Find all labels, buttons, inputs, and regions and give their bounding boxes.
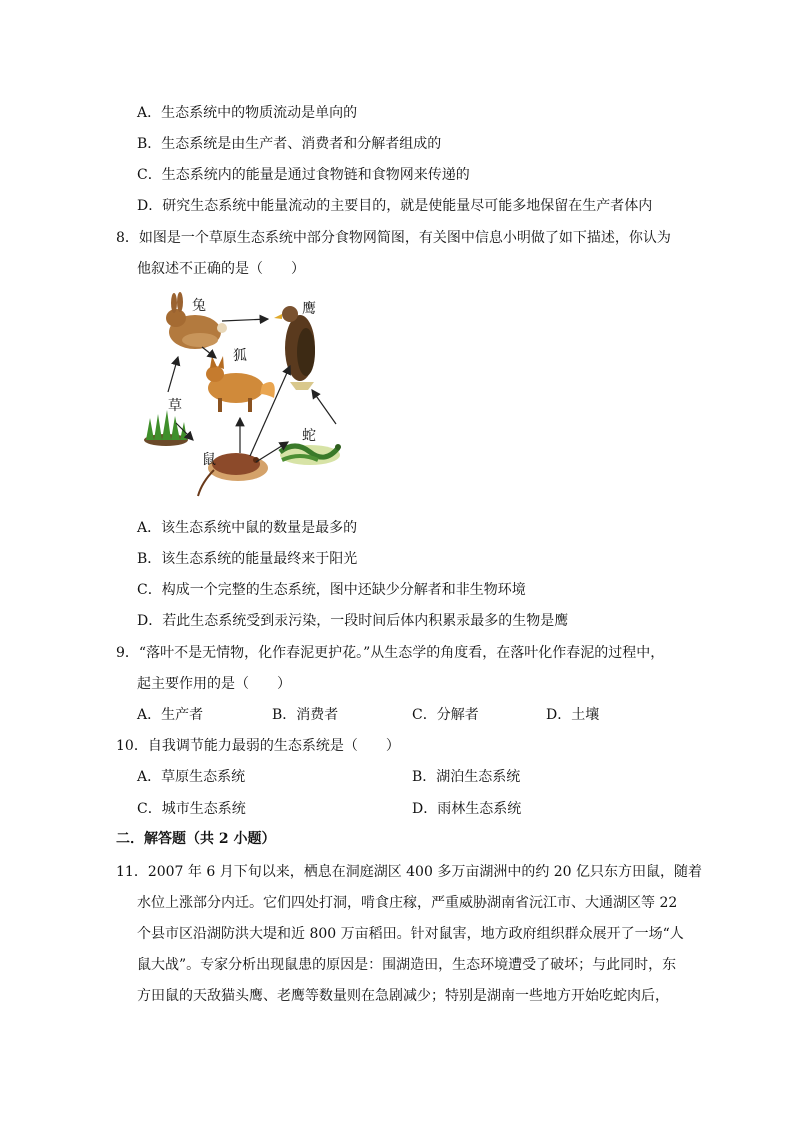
q9-option-a: A．生产者 <box>137 707 204 723</box>
q10-option-c: C．城市生态系统 <box>137 801 246 817</box>
q11-line1: 11．2007 年 6 月下旬以来，栖息在洞庭湖区 400 多万亩湖洲中的约 20 亿只东方田鼠，随着 <box>116 864 703 880</box>
q9-option-d: D．土壤 <box>546 707 600 723</box>
arrow-snake-to-eagle <box>312 390 336 424</box>
diagram-label-fox: 狐 <box>233 348 247 364</box>
q9-option-b: B．消费者 <box>272 707 339 723</box>
q9-stem-line2: 起主要作用的是（ ） <box>137 676 291 692</box>
q11-line3: 个县市区沿湖防洪大堤和近 800 万亩稻田。针对鼠害，地方政府组织群众展开了一场“人 <box>137 926 684 942</box>
q11-line5: 方田鼠的天敌猫头鹰、老鹰等数量则在急剧减少；特别是湖南一些地方开始吃蛇肉后， <box>137 988 669 1004</box>
eagle-image <box>274 306 315 390</box>
diagram-label-eagle: 鹰 <box>302 301 316 317</box>
diagram-label-rabbit: 兔 <box>192 298 206 314</box>
q10-option-b: B．湖泊生态系统 <box>412 769 521 785</box>
q7-option-b: B．生态系统是由生产者、消费者和分解者组成的 <box>137 136 442 152</box>
arrow-rabbit-to-eagle <box>222 319 268 321</box>
q11-line2: 水位上涨部分内迁。它们四处打洞，啃食庄稼，严重威胁湖南省沅江市、大通湖区等 22 <box>137 895 678 911</box>
diagram-label-mouse: 鼠 <box>202 452 216 468</box>
q8-stem-line2: 他叙述不正确的是（ ） <box>137 261 305 277</box>
arrow-grass-to-rabbit <box>168 357 178 392</box>
q10-stem: 10．自我调节能力最弱的生态系统是（ ） <box>116 738 400 754</box>
q8-option-c: C．构成一个完整的生态系统，图中还缺少分解者和非生物环境 <box>137 582 526 598</box>
diagram-label-snake: 蛇 <box>302 428 316 444</box>
q8-option-b: B．该生态系统的能量最终来于阳光 <box>137 551 358 567</box>
diagram-label-grass: 草 <box>168 398 182 414</box>
snake-image <box>280 444 341 465</box>
q7-option-d: D．研究生态系统中能量流动的主要目的，就是使能量尽可能多地保留在生产者体内 <box>137 198 653 214</box>
q10-option-d: D．雨林生态系统 <box>412 801 522 817</box>
q8-stem-line1: 8．如图是一个草原生态系统中部分食物网简图，有关图中信息小明做了如下描述，你认为 <box>116 230 671 246</box>
arrow-rabbit-to-fox <box>202 347 216 358</box>
fox-image <box>206 356 275 412</box>
q9-stem-line1: 9．“落叶不是无情物，化作春泥更护花。”从生态学的角度看，在落叶化作春泥的过程中， <box>116 645 665 661</box>
section-2-heading: 二．解答题（共 2 小题） <box>116 831 276 847</box>
q7-option-c: C．生态系统内的能量是通过食物链和食物网来传递的 <box>137 167 470 183</box>
q9-option-c: C．分解者 <box>412 707 479 723</box>
q7-option-a: A．生态系统中的物质流动是单向的 <box>137 105 358 121</box>
food-web-diagram <box>140 290 355 505</box>
q8-option-d: D．若此生态系统受到汞污染，一段时间后体内积累汞最多的生物是鹰 <box>137 613 569 629</box>
q11-line4: 鼠大战”。专家分析出现鼠患的原因是：围湖造田，生态环境遭受了破坏；与此同时，东 <box>137 957 677 973</box>
q8-option-a: A．该生态系统中鼠的数量是最多的 <box>137 520 358 536</box>
q10-option-a: A．草原生态系统 <box>137 769 246 785</box>
